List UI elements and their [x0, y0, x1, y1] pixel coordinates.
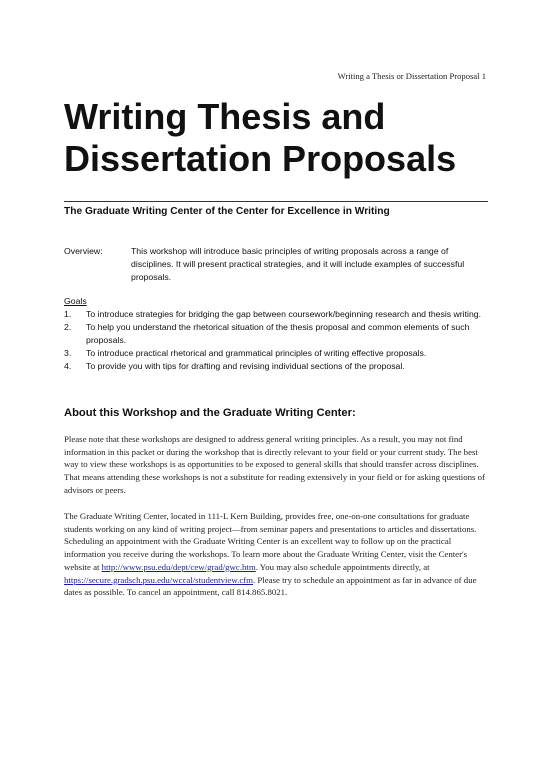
goal-number: 2. — [64, 322, 72, 332]
running-header: Writing a Thesis or Dissertation Proposal 1 — [337, 71, 486, 81]
goal-text: To introduce practical rhetorical and grammatical principles of writing effective proposals. — [86, 348, 427, 358]
goals-list — [64, 308, 488, 373]
document-title — [64, 96, 504, 180]
goals-heading: Goals — [64, 296, 87, 306]
about-paragraph-2-text-a: The Graduate Writing Center, located in 111-L Kern Building, provides free, one-on-one consultations for graduate students working on any kind of writing project—from seminar papers and presentations to articles and dissertations. Scheduling an appointment with the Graduate Writing Center is an excellent way to follow up on the practical information you receive during the workshops. To learn more about the Graduate Writing Center, visit the Center's website at — [64, 511, 477, 572]
about-paragraph-2 — [64, 510, 491, 599]
title-line-1: Writing Thesis and — [64, 96, 386, 137]
goal-number: 1. — [64, 309, 72, 319]
goal-text: To introduce strategies for bridging the gap between coursework/beginning research and thesis writing. — [86, 309, 482, 319]
goal-item — [64, 308, 488, 321]
overview-text: This workshop will introduce basic principles of writing proposals across a range of disciplines. It will present practical strategies, and it will include examples of successful proposals. — [131, 246, 465, 282]
title-line-2: Dissertation Proposals — [64, 138, 457, 179]
gwc-website-link[interactable]: http://www.psu.edu/dept/cew/grad/gwc.htm — [101, 561, 256, 572]
about-heading: About this Workshop and the Graduate Writing Center: — [64, 407, 356, 419]
goal-number: 3. — [64, 348, 72, 358]
document-subtitle: The Graduate Writing Center of the Center for Excellence in Writing — [64, 201, 488, 217]
about-paragraph-2-text-c: . Please try to schedule an appointment as far in advance of due dates as possible. To cancel an appointment, call 814.865.8021. — [64, 574, 477, 598]
goal-text: To help you understand the rhetorical situation of the thesis proposal and common elements of such proposals. — [86, 322, 470, 345]
about-paragraph-2-text-b: . You may also schedule appointments directly, at — [255, 561, 430, 572]
goal-item — [64, 347, 488, 360]
about-paragraph-1: Please note that these workshops are designed to address general writing principles. As a result, you may not find information in this packet or during the workshop that is directly relevant to your field or your current study. The best way to view these workshops is as opportunities to be exposed to general skills that should transfer across disciplines. That means attending these workshops is not a substitute for reading extensively in your field or for asking questions of advisors or peers. — [64, 434, 485, 495]
goal-item — [64, 321, 488, 347]
schedule-appointment-link[interactable]: https://secure.gradsch.psu.edu/wccal/studentview.cfm — [64, 574, 253, 585]
goal-text: To provide you with tips for drafting and revising individual sections of the proposal. — [86, 361, 405, 371]
goal-number: 4. — [64, 361, 72, 371]
overview-label: Overview: — [64, 246, 103, 256]
goal-item — [64, 360, 488, 373]
